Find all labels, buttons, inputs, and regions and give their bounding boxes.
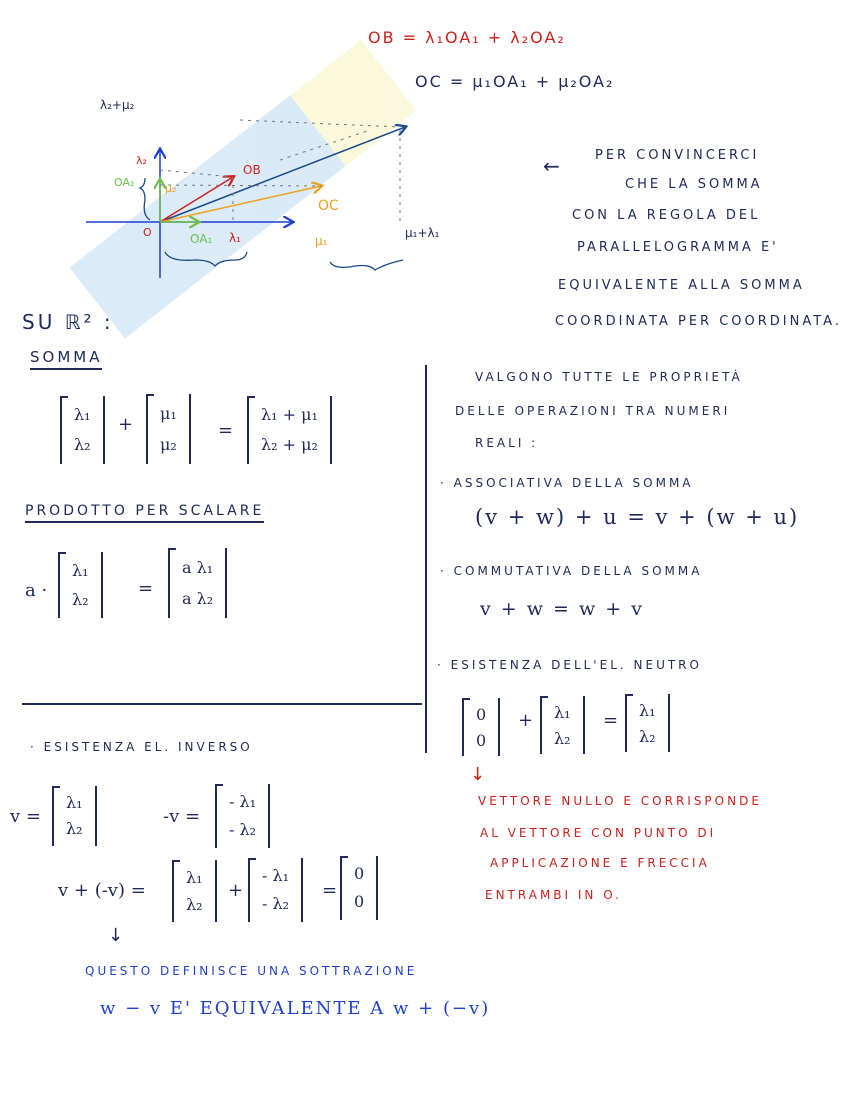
- matrix-entry: - λ₁: [229, 792, 257, 811]
- comm-formula: v + w = w + v: [480, 598, 644, 620]
- matrix-entry: λ₂: [74, 435, 91, 454]
- matrix-entry: λ₁: [74, 405, 91, 424]
- neutral-label: · ESISTENZA DELL'EL. NEUTRO: [437, 658, 702, 672]
- equals-sign: =: [322, 880, 338, 901]
- null-note-line: APPLICAZIONE E FRECCIA: [490, 856, 710, 870]
- label-mu1: μ₁: [315, 234, 328, 248]
- matrix-entry: - λ₁: [262, 866, 290, 885]
- null-note-line: AL VETTORE CON PUNTO DI: [480, 826, 717, 840]
- equals-sign: =: [603, 710, 619, 731]
- equation-oc: OC = μ₁OA₁ + μ₂OA₂: [415, 72, 615, 91]
- note-line: PARALLELOGRAMMA E': [577, 240, 779, 255]
- matrix-neutral-result: [625, 694, 670, 752]
- null-note-line: VETTORE NULLO E CORRISPONDE: [478, 794, 762, 808]
- matrix-entry: λ₁: [639, 701, 656, 720]
- matrix-lambda: [60, 396, 105, 464]
- plus-sign: +: [118, 414, 134, 435]
- brace-x2: [330, 260, 403, 270]
- matrix-entry: λ₁: [186, 867, 203, 887]
- space-label: SU ℝ² :: [22, 310, 114, 334]
- v-plus-neg-v: v + (-v) =: [58, 880, 146, 901]
- matrix-lambda-neutral: [540, 696, 585, 754]
- matrix-mu: [146, 394, 191, 464]
- matrix-sum-result: [247, 396, 332, 464]
- label-oc: OC: [318, 198, 339, 214]
- subtraction-note: QUESTO DEFINISCE UNA SOTTRAZIONE: [85, 964, 418, 978]
- matrix-sum-b: [248, 858, 303, 922]
- null-note-line: ENTRAMBI IN O.: [485, 888, 622, 902]
- scalar-title: PRODOTTO PER SCALARE: [25, 503, 264, 523]
- matrix-entry: λ₂: [186, 894, 203, 914]
- matrix-neg-v: [215, 784, 270, 848]
- sum-title: SOMMA: [30, 348, 102, 370]
- vector-oc-sum: [160, 127, 405, 222]
- matrix-lambda-scalar: [58, 552, 103, 618]
- assoc-label: · ASSOCIATIVA DELLA SOMMA: [440, 476, 694, 490]
- label-sum-x: μ₁+λ₁: [405, 226, 440, 240]
- matrix-entry: λ₂: [72, 589, 89, 609]
- equals-sign: =: [138, 578, 154, 599]
- arrow-down-icon: ↓: [108, 925, 127, 946]
- matrix-entry: a λ₂: [182, 588, 214, 608]
- matrix-entry: 0: [476, 705, 487, 724]
- matrix-entry: a λ₁: [182, 557, 214, 577]
- matrix-sum-a: [172, 860, 217, 922]
- matrix-entry: λ₂: [554, 729, 571, 748]
- equals-sign: =: [218, 420, 234, 441]
- label-origin: O: [143, 226, 152, 239]
- label-lambda1: λ₁: [229, 231, 241, 245]
- note-line: COORDINATA PER COORDINATA.: [555, 314, 842, 329]
- comm-label: · COMMUTATIVA DELLA SOMMA: [440, 564, 703, 578]
- matrix-entry: λ₂ + μ₂: [261, 435, 318, 454]
- matrix-entry: - λ₂: [229, 820, 257, 839]
- matrix-entry: λ₁: [66, 793, 83, 812]
- label-mu2: μ₂: [165, 182, 177, 195]
- label-ob: OB: [243, 163, 261, 177]
- brace-y: [140, 178, 150, 220]
- horizontal-divider: [22, 703, 422, 705]
- matrix-zero: [462, 698, 500, 756]
- matrix-entry: λ₁ + μ₁: [261, 405, 318, 424]
- plus-sign: +: [518, 710, 534, 731]
- assoc-formula: (v + w) + u = v + (w + u): [475, 505, 800, 529]
- vertical-divider: [425, 365, 427, 753]
- label-oa1: OA₁: [190, 232, 213, 246]
- plus-sign: +: [228, 880, 244, 901]
- scalar-k: a ·: [25, 580, 48, 601]
- equation-ob: OB = λ₁OA₁ + λ₂OA₂: [368, 28, 566, 47]
- arrow-down-icon: ↓: [470, 764, 489, 785]
- matrix-v: [52, 786, 97, 846]
- matrix-entry: λ₁: [72, 560, 89, 580]
- matrix-entry: μ₂: [160, 434, 177, 454]
- props-intro: REALI :: [475, 436, 539, 450]
- matrix-entry: λ₁: [554, 703, 571, 722]
- matrix-entry: λ₂: [639, 727, 656, 746]
- brace-x: [165, 252, 247, 266]
- matrix-zero-result: [340, 856, 378, 920]
- subtraction-equivalence: w − v E' EQUIVALENTE A w + (−v): [100, 998, 491, 1019]
- matrix-scalar-result: [168, 548, 227, 618]
- matrix-entry: 0: [354, 864, 365, 883]
- v-label: v =: [10, 806, 41, 827]
- matrix-entry: 0: [476, 731, 487, 750]
- arrow-left-icon: ←: [543, 154, 563, 178]
- matrix-entry: - λ₂: [262, 894, 290, 913]
- note-line: CHE LA SOMMA: [625, 177, 763, 192]
- note-line: PER CONVINCERCI: [595, 148, 760, 163]
- label-oa2: OA₂: [114, 176, 135, 189]
- inverse-label: · ESISTENZA EL. INVERSO: [30, 740, 253, 754]
- label-sum-y: λ₂+μ₂: [100, 98, 135, 112]
- matrix-entry: λ₂: [66, 819, 83, 838]
- note-line: EQUIVALENTE ALLA SOMMA: [558, 278, 805, 293]
- props-intro: DELLE OPERAZIONI TRA NUMERI: [455, 404, 731, 418]
- props-intro: VALGONO TUTTE LE PROPRIETÀ: [475, 370, 743, 384]
- neg-v-label: -v =: [163, 806, 201, 827]
- label-lambda2: λ₂: [136, 154, 147, 167]
- note-line: CON LA REGOLA DEL: [572, 208, 761, 223]
- matrix-entry: μ₁: [160, 403, 177, 423]
- matrix-entry: 0: [354, 892, 365, 911]
